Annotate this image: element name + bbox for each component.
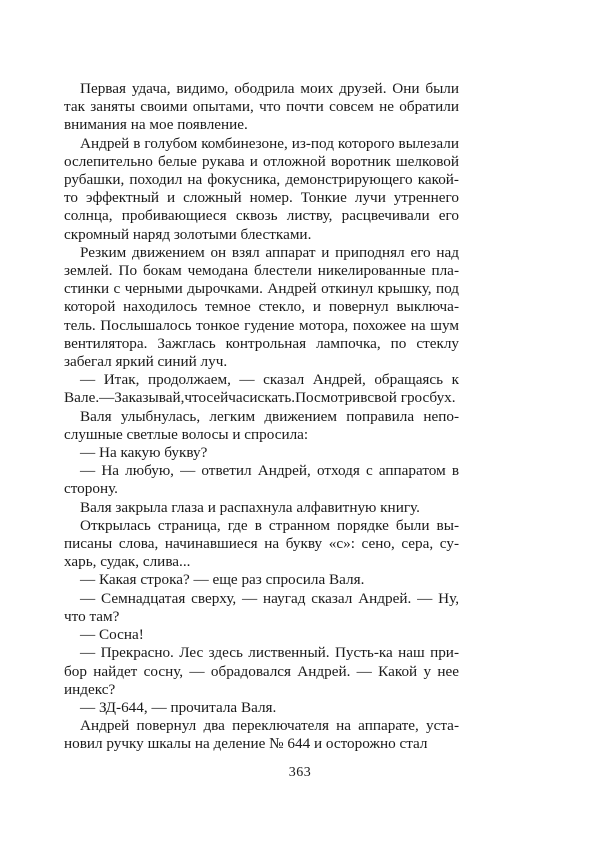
paragraph: — Сосна!: [80, 626, 144, 644]
paragraph: Андрей в голубом комбинезоне, из-под которого вылезали ослепительно белые рукава и отложной воротник шелковой рубашки, походил на фокусника, демонстрирующего какой-то эффектный и сложный номер. Тонкие лучи утреннего солнца, пробивающиеся сквозь листву, расцвечивали его скромный наряд золотыми блестками.: [64, 134, 459, 243]
paragraph: — Итак, продолжаем, — сказал Андрей, обращаясь к Вале.—Заказывай,чтосейчасискать.Посмотривсвой гросбух.: [64, 371, 459, 407]
body-text: [64, 80, 459, 754]
paragraph: — Семнадцатая сверху, — наугад сказал Андрей. — Ну, что там?: [64, 589, 459, 625]
paragraph: Резким движением он взял аппарат и приподнял его над землей. По бокам чемодана блестели никелированные пластинки с черными дырочками. Андрей откинул крышку, под которой находилось темное стекло, и повернул выключатель. Послышалось тонкое гудение мотора, похожее на шум вентилятора. Зажглась контрольная лампочка, по стеклу забегал яркий синий луч.: [64, 243, 459, 371]
paragraph: Валя улыбнулась, легким движением поправила непослушные светлые волосы и спросила:: [64, 407, 459, 443]
page-number: 363: [288, 765, 312, 780]
paragraph: Открылась страница, где в странном порядке были выписаны слова, начинавшиеся на букву «с»: сено, сера, сухарь, судак, слива...: [64, 516, 459, 571]
paragraph: — ЗД-644, — прочитала Валя.: [80, 698, 277, 716]
paragraph: — На какую букву?: [80, 444, 208, 462]
paragraph: Валя закрыла глаза и распахнула алфавитную книгу.: [80, 498, 420, 516]
paragraph: — На любую, — ответил Андрей, отходя с аппаратом в сторону.: [64, 462, 459, 498]
paragraph: Андрей повернул два переключателя на аппарате, установил ручку шкалы на деление № 644 и осторожно стал: [64, 717, 459, 753]
paragraph: Первая удача, видимо, ободрила моих друзей. Они были так заняты своими опытами, что почти совсем не обратили внимания на мое появление.: [64, 80, 459, 134]
paragraph: — Какая строка? — еще раз спросила Валя.: [80, 571, 365, 589]
paragraph: — Прекрасно. Лес здесь лиственный. Пусть-ка наш прибор найдет сосну, — обрадовался Андрей. — Какой у нее индекс?: [64, 644, 459, 698]
